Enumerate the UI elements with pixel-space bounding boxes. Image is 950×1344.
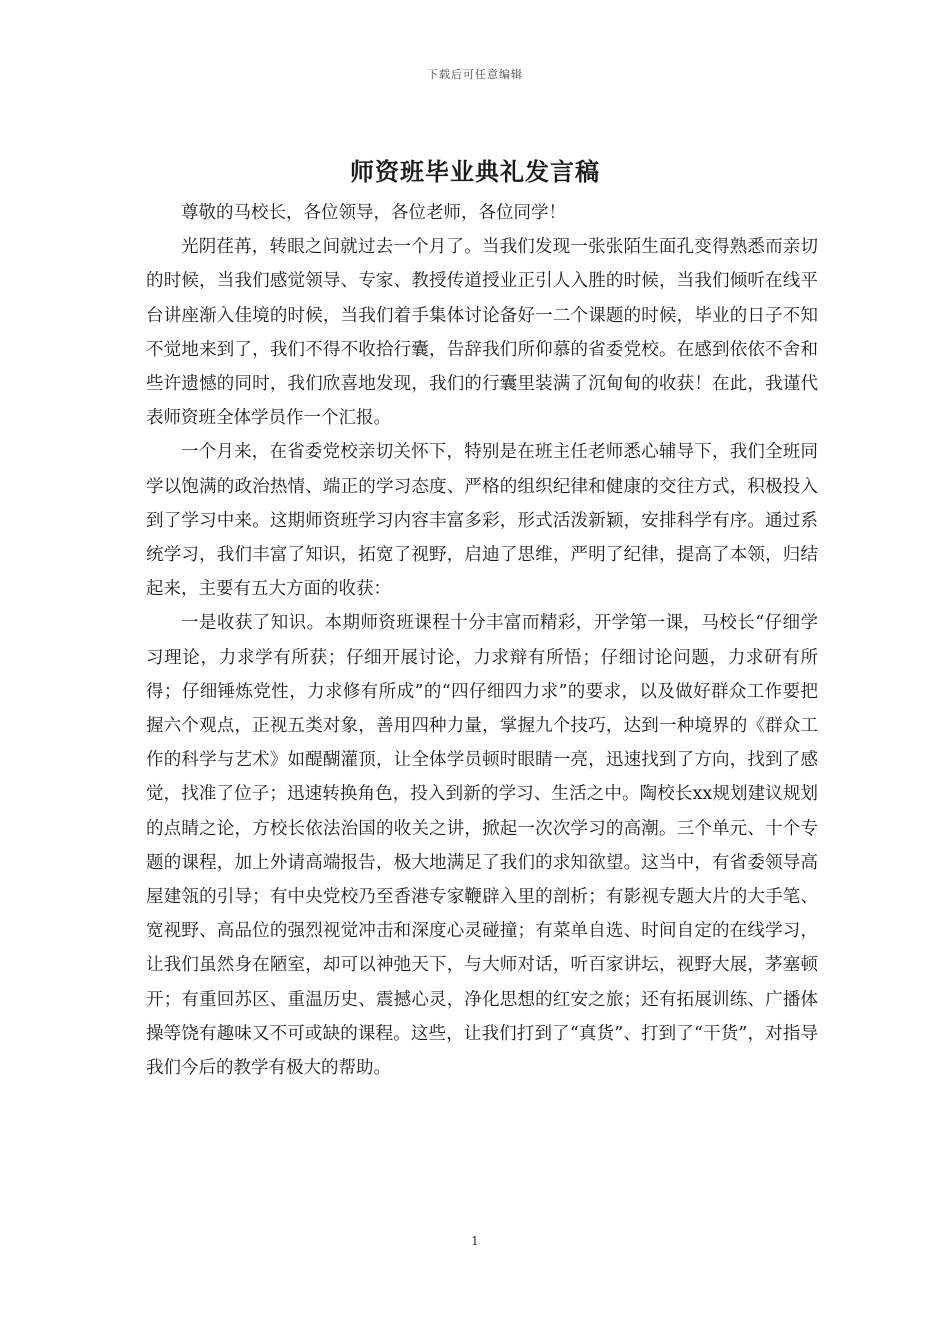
document-body — [146, 196, 818, 1085]
paragraph-opening: 光阴荏苒，转眼之间就过去一个月了。当我们发现一张张陌生面孔变得熟悉而亲切的时候，当我们感觉领导、专家、教授传道授业正引人入胜的时候，当我们倾听在线平台讲座渐入佳境的时候，当我们着手集体讨论备好一二个课题的时候，毕业的日子不知不觉地来到了，我们不得不收拾行囊，告辞我们所仰慕的省委党校。在感到依依不舍和些许遗憾的同时，我们欣喜地发现，我们的行囊里装满了沉甸甸的收获！在此，我谨代表师资班全体学员作一个汇报。 — [146, 237, 818, 429]
header-note: 下载后可任意编辑 — [427, 68, 523, 81]
paragraph-knowledge: 一是收获了知识。本期师资班课程十分丰富而精彩，开学第一课，马校长“仔细学习理论，力求学有所获；仔细开展讨论，力求辩有所悟；仔细讨论问题，力求研有所得；仔细锤炼党性，力求修有所成”的“四仔细四力求”的要求，以及做好群众工作要把握六个观点，正视五类对象，善用四种力量，掌握九个技巧，达到一种境界的《群众工作的科学与艺术》如醍醐灌顶，让全体学员顿时眼睛一亮，迅速找到了方向，找到了感觉，找准了位子；迅速转换角色，投入到新的学习、生活之中。陶校长xx规划建议规划的点睛之论，方校长依法治国的收关之讲，掀起一次次学习的高潮。三个单元、十个专题的课程，加上外请高端报告，极大地满足了我们的求知欲望。这当中，有省委领导高屋建瓴的引导；有中央党校乃至香港专家鞭辟入里的剖析；有影视专题大片的大手笔、宽视野、高品位的强烈视觉冲击和深度心灵碰撞；有菜单自选、时间自定的在线学习，让我们虽然身在陋室，却可以神弛天下，与大师对话，听百家讲坛，视野大展，茅塞顿开；有重回苏区、重温历史、震撼心灵，净化思想的红安之旅；还有拓展训练、广播体操等饶有趣味又不可或缺的课程。这些，让我们打到了“真货”、打到了“干货”，对指导我们今后的教学有极大的帮助。 — [146, 613, 818, 1079]
page-number: 1 — [471, 1234, 479, 1248]
document-title: 师资班毕业典礼发言稿 — [350, 157, 600, 186]
paragraph-overview: 一个月来，在省委党校亲切关怀下，特别是在班主任老师悉心辅导下，我们全班同学以饱满的政治热情、端正的学习态度、严格的组织纪律和健康的交往方式，积极投入到了学习中来。这期师资班学习内容丰富多彩，形式活泼新颖，安排科学有序。通过系统学习，我们丰富了知识，拓宽了视野，启迪了思维，严明了纪律，提高了本领，归结起来，主要有五大方面的收获： — [146, 442, 818, 600]
paragraph-salutation: 尊敬的马校长，各位领导，各位老师，各位同学！ — [181, 203, 566, 223]
